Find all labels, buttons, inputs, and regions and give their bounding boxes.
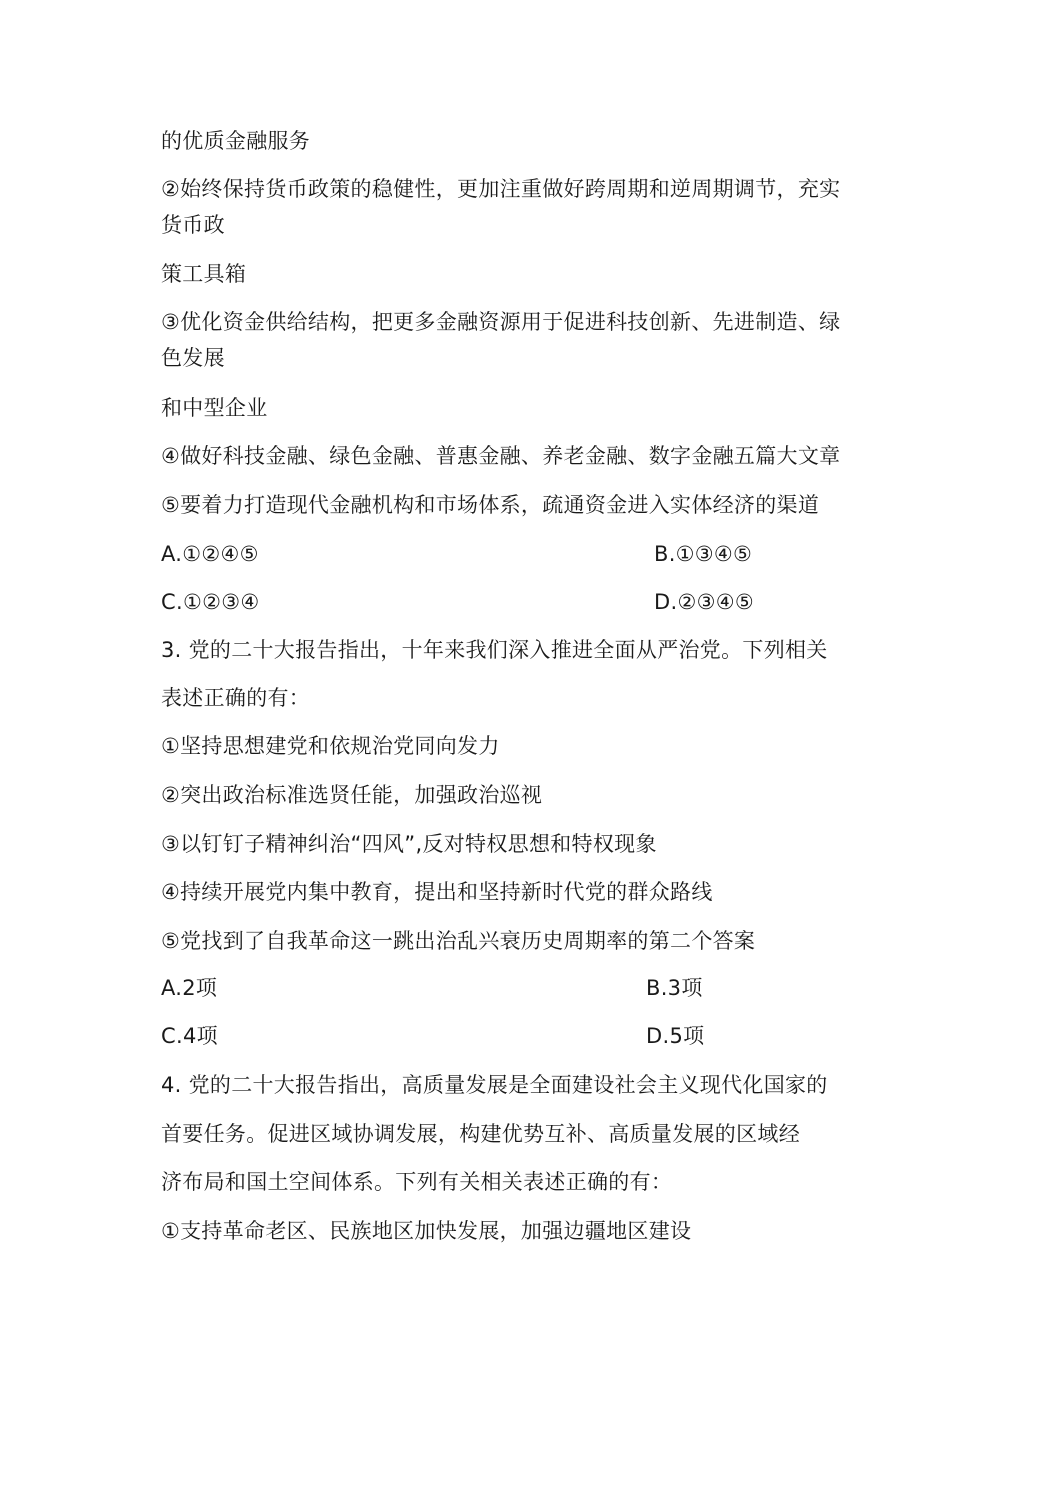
q2-item-3-line-3: 和中型企业 — [161, 396, 268, 420]
q3-item-5: ⑤党找到了自我革命这一跳出治乱兴衰历史周期率的第二个答案 — [161, 929, 756, 953]
q2-item-3-line-2: 色发展 — [161, 346, 225, 370]
q2-item-3-line-1: ③优化资金供给结构，把更多金融资源用于促进科技创新、先进制造、绿 — [161, 310, 841, 334]
q4-stem-line-3: 济布局和国土空间体系。下列有关相关表述正确的有： — [161, 1170, 673, 1194]
q2-item-4: ④做好科技金融、绿色金融、普惠金融、养老金融、数字金融五篇大文章 — [161, 444, 841, 468]
q2-item-2-line-1: ②始终保持货币政策的稳健性，更加注重做好跨周期和逆周期调节，充实 — [161, 177, 841, 201]
q3-stem-line-1: 3. 党的二十大报告指出，十年来我们深入推进全面从严治党。下列相关 — [161, 638, 828, 662]
q3-option-a: A.2项 — [161, 976, 218, 1000]
q2-option-c: C.①②③④ — [161, 590, 260, 614]
q3-option-d: D.5项 — [646, 1024, 705, 1048]
q4-stem-line-1: 4. 党的二十大报告指出，高质量发展是全面建设社会主义现代化国家的 — [161, 1073, 828, 1097]
q4-stem-line-2: 首要任务。促进区域协调发展，构建优势互补、高质量发展的区域经 — [161, 1122, 800, 1146]
q2-option-b: B.①③④⑤ — [654, 542, 753, 566]
q2-item-2-line-2: 货币政 — [161, 213, 225, 237]
q4-item-1: ①支持革命老区、民族地区加快发展，加强边疆地区建设 — [161, 1219, 692, 1243]
q2-item-5: ⑤要着力打造现代金融机构和市场体系，疏通资金进入实体经济的渠道 — [161, 493, 820, 517]
q3-item-2: ②突出政治标准选贤任能，加强政治巡视 — [161, 783, 543, 807]
q3-item-3: ③以钉钉子精神纠治“四风”,反对特权思想和特权现象 — [161, 832, 657, 856]
q3-option-c: C.4项 — [161, 1024, 218, 1048]
q3-item-1: ①坚持思想建党和依规治党同向发力 — [161, 734, 500, 758]
q3-stem-line-2: 表述正确的有： — [161, 686, 311, 710]
q3-option-b: B.3项 — [646, 976, 703, 1000]
q2-option-d: D.②③④⑤ — [654, 590, 754, 614]
q3-item-4: ④持续开展党内集中教育，提出和坚持新时代党的群众路线 — [161, 880, 713, 904]
q2-continued-line: 的优质金融服务 — [161, 129, 311, 153]
q2-item-2-line-3: 策工具箱 — [161, 262, 247, 286]
q2-option-a: A.①②④⑤ — [161, 542, 259, 566]
